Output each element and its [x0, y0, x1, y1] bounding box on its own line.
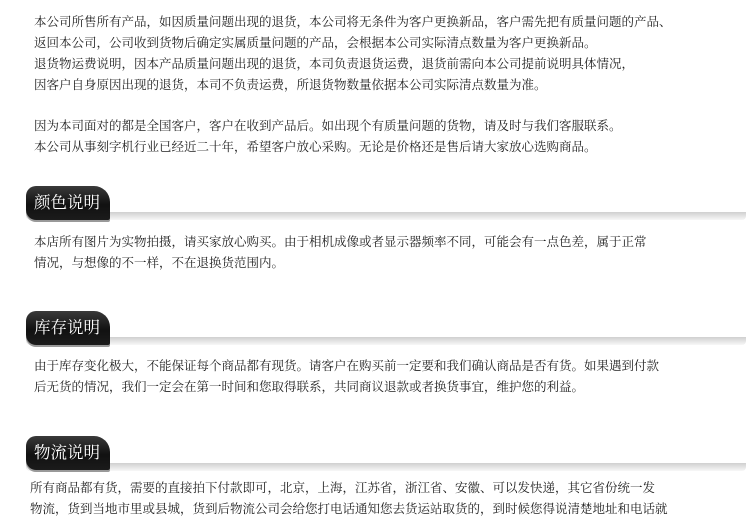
returns-line-6: 本公司从事刻字机行业已经近二十年，希望客户放心采购。无论是价格还是售后请大家放心选购商品。 [34, 139, 597, 154]
logistics-line-2: 物流，货到当地市里或县城，货到后物流公司会给您打电话通知您去货运站取货的，到时候您得说清楚地址和电话就 [30, 501, 668, 516]
section-divider [26, 212, 746, 220]
color-line-1: 本店所有图片为实物拍摄，请买家放心购买。由于相机成像或者显示器频率不同，可能会有一点色差，属于正常 [34, 234, 647, 249]
section-divider [26, 463, 746, 471]
logistics-section-title: 物流说明 [26, 436, 110, 470]
returns-line-3: 退货物运费说明，因本产品质量问题出现的退货，本司负责退货运费，退货前需向本公司提前说明具体情况， [34, 56, 635, 71]
logistics-line-1: 所有商品都有货，需要的直接拍下付款即可，北京，上海，江苏省，浙江省、安徽、可以发快递，其它省份统一发 [30, 480, 656, 495]
stock-section-title: 库存说明 [26, 311, 110, 345]
returns-line-5: 因为本司面对的都是全国客户，客户在收到产品后。如出现个有质量问题的货物，请及时与我们客服联系。 [34, 118, 622, 133]
stock-line-2: 后无货的情况，我们一定会在第一时间和您取得联系，共同商议退款或者换货事宜，维护您的利益。 [34, 379, 585, 394]
color-line-2: 情况，与想像的不一样，不在退换货范围内。 [34, 255, 285, 270]
returns-line-2: 返回本公司，公司收到货物后确定实属质量问题的产品，会根据本公司实际清点数量为客户更换新品。 [34, 35, 597, 50]
stock-line-1: 由于库存变化极大，不能保证每个商品都有现货。请客户在购买前一定要和我们确认商品是否有货。如果遇到付款 [34, 358, 660, 373]
section-divider [26, 337, 746, 345]
color-section-title: 颜色说明 [26, 186, 110, 220]
returns-line-1: 本公司所售所有产品，如因质量问题出现的退货，本公司将无条件为客户更换新品，客户需先把有质量问题的产品、 [34, 14, 672, 29]
returns-line-4: 因客户自身原因出现的退货，本司不负责运费，所退货物数量依据本公司实际清点数量为准。 [34, 77, 547, 92]
